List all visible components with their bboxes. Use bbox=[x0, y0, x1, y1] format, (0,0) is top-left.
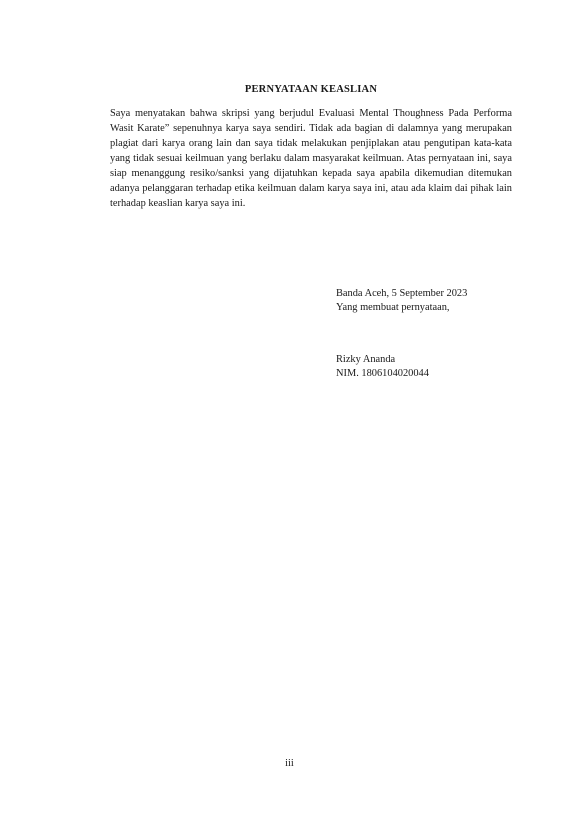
signature-name-block bbox=[336, 353, 429, 381]
page-number: iii bbox=[285, 758, 294, 769]
signer-name: Rizky Ananda bbox=[336, 354, 396, 365]
signer-nim: NIM. 1806104020044 bbox=[336, 368, 429, 379]
statement-paragraph: Saya menyatakan bahwa skripsi yang berjudul Evaluasi Mental Thoughness Pada Performa Wasit Karate” sepenuhnya karya saya sendiri. Tidak ada bagian di dalamnya yang merupakan plagiat dari karya orang lain dan saya tidak melakukan penjiplakan atau pengutipan kata-kata yang tidak sesuai keilmuan yang berlaku dalam masyarakat keilmuan. Atas pernyataan ini, saya siap menanggung resiko/sanksi yang dijatuhkan kepada saya apabila dikemudian ditemukan adanya pelanggaran terhadap etika keilmuan dalam karya saya ini, atau ada klaim dai pihak lain terhadap keaslian karya saya ini. bbox=[110, 108, 512, 209]
page-title: PERNYATAAN KEASLIAN bbox=[244, 84, 378, 95]
declarant-label: Yang membuat pernyataan, bbox=[336, 302, 450, 313]
place-date: Banda Aceh, 5 September 2023 bbox=[336, 288, 468, 299]
signature-place-block bbox=[336, 287, 467, 315]
